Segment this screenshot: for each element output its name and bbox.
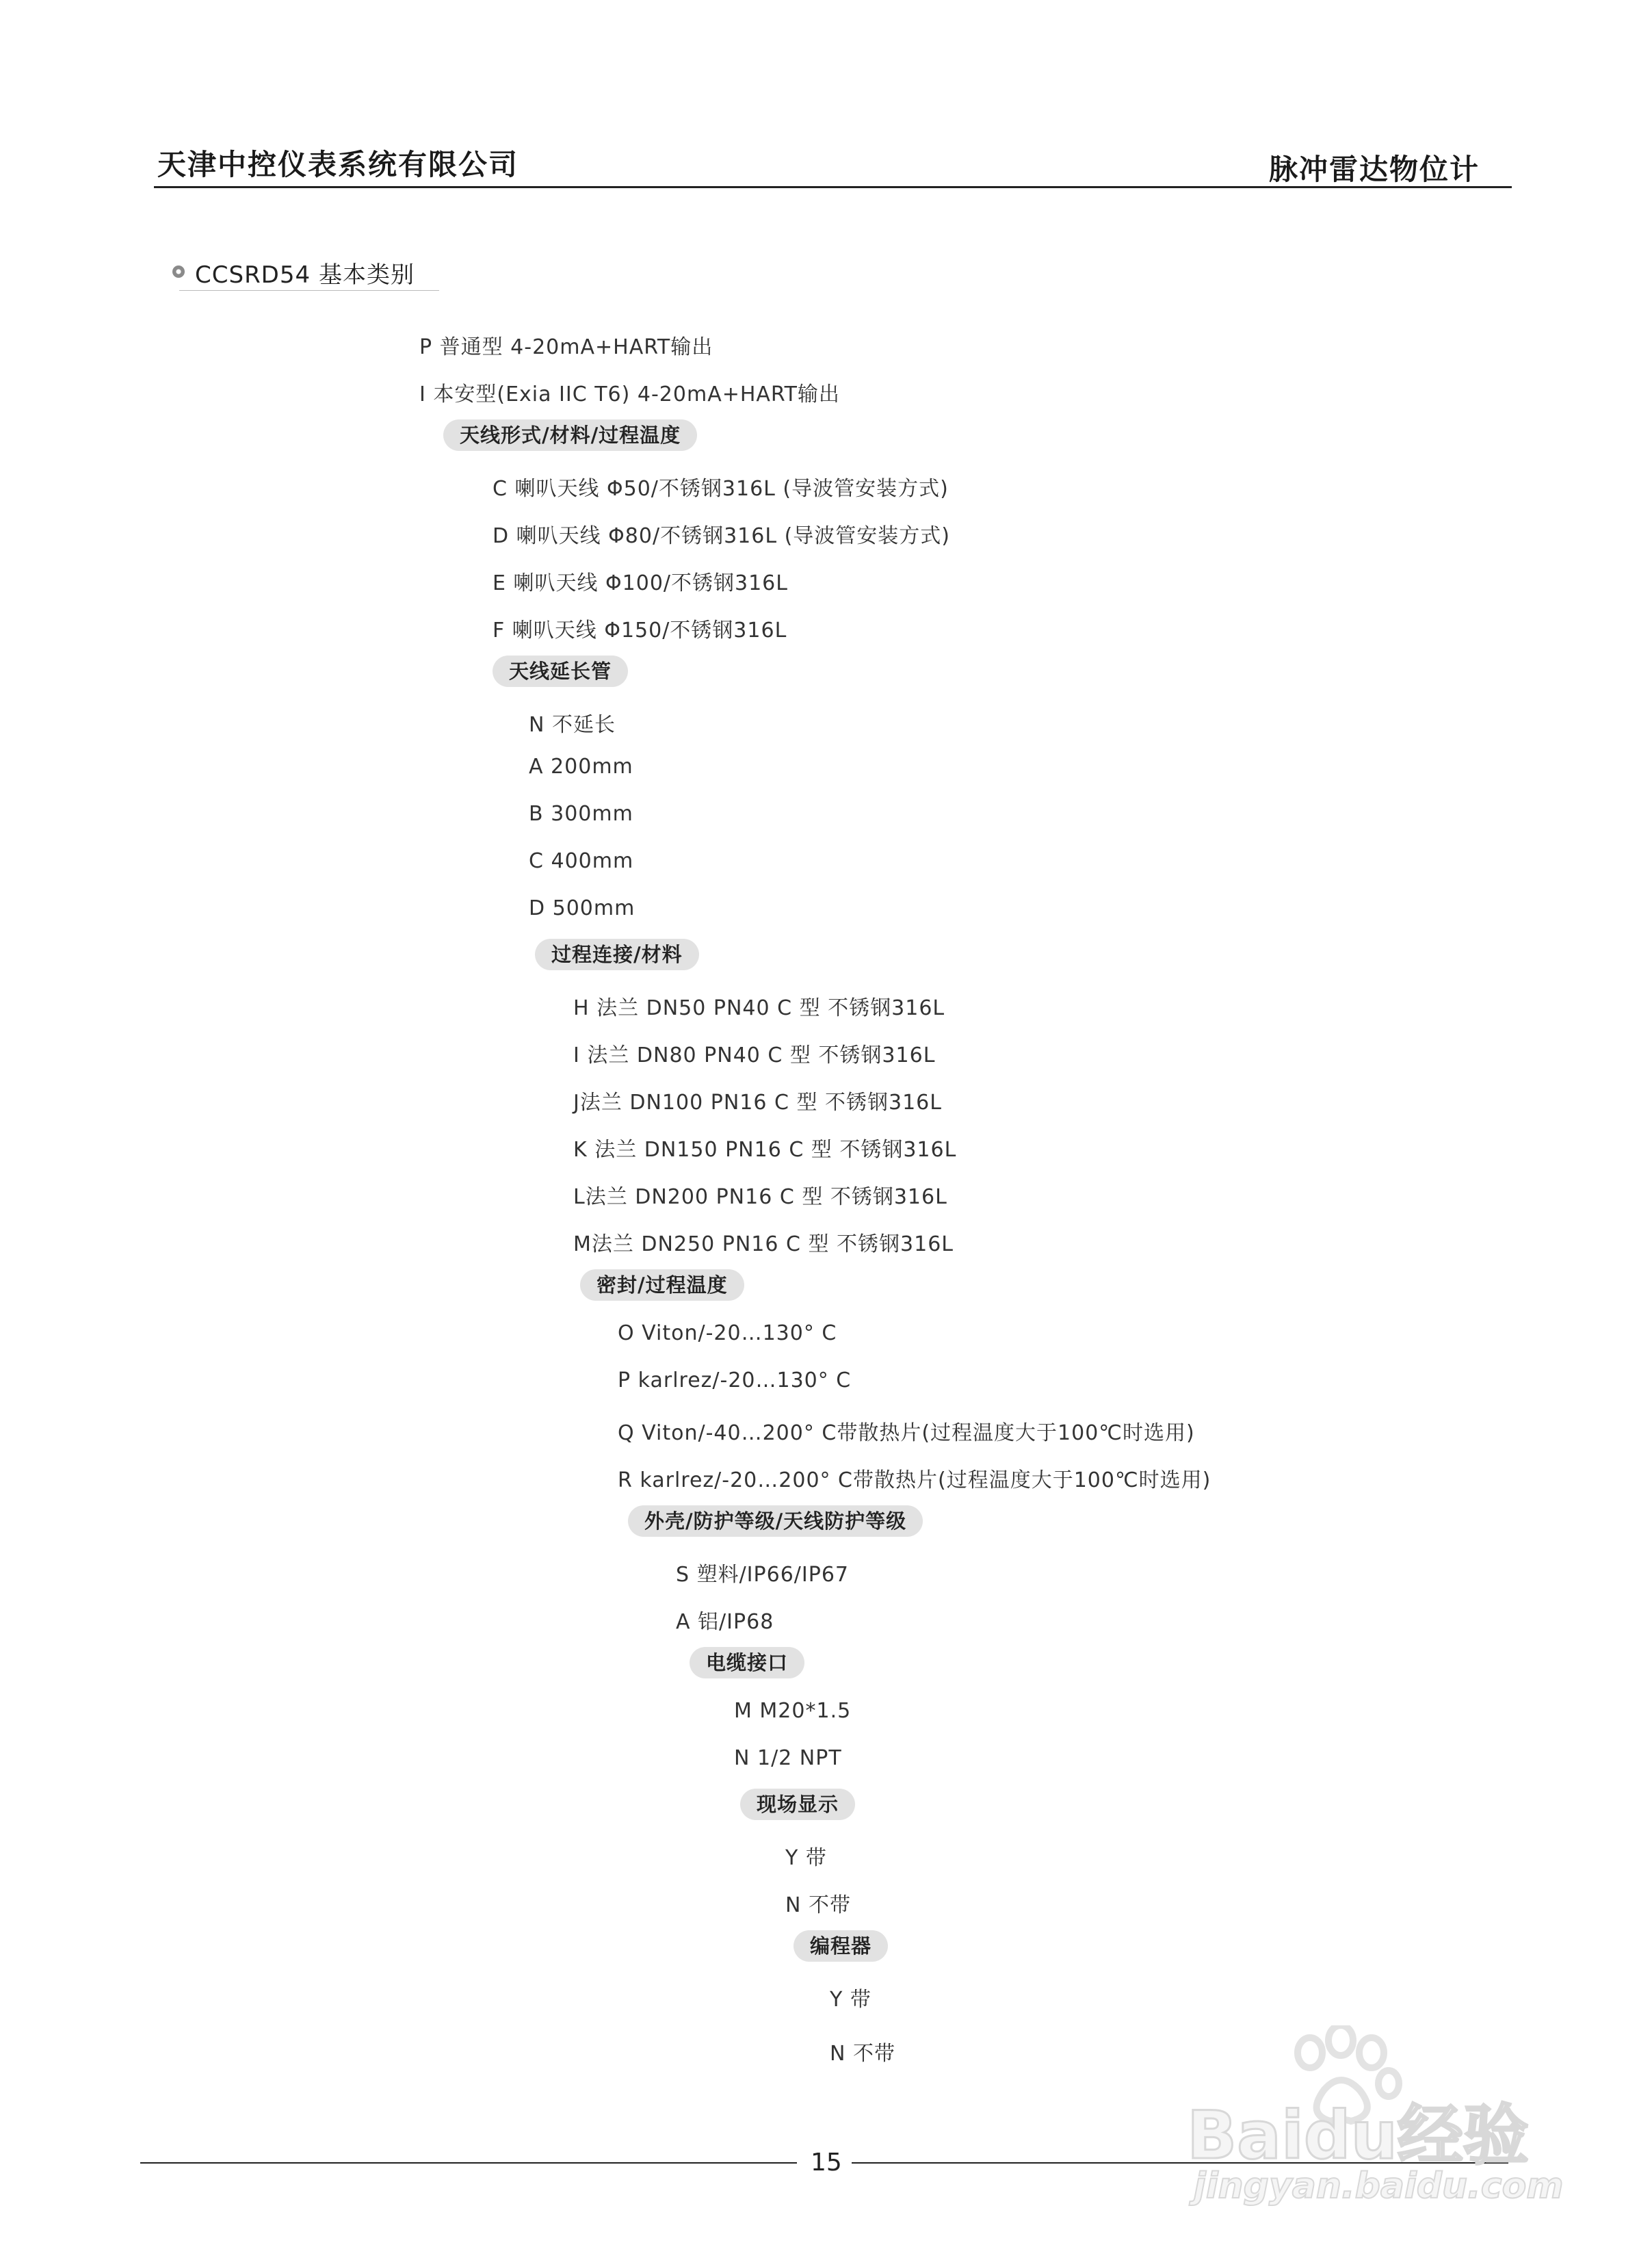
option-item: M M20*1.5 [734,1699,852,1723]
option-item: Y 带 [785,1846,827,1870]
option-item: A 200mm [529,755,633,779]
option-item: C 400mm [529,849,634,873]
option-item: C 喇叭天线 Φ50/不锈钢316L (导波管安装方式) [493,477,949,501]
option-item: N 不带 [785,1893,851,1917]
group-label-extension: 天线延长管 [493,656,628,687]
option-item: D 500mm [529,896,635,920]
option-item: D 喇叭天线 Φ80/不锈钢316L (导波管安装方式) [493,524,950,548]
group-label-cable: 电缆接口 [690,1647,804,1678]
option-item: I 法兰 DN80 PN40 C 型 不锈钢316L [573,1043,936,1067]
option-item: H 法兰 DN50 PN40 C 型 不锈钢316L [573,996,945,1020]
option-item: J法兰 DN100 PN16 C 型 不锈钢316L [573,1091,942,1115]
option-item: Y 带 [830,1988,871,2012]
option-item: A 铝/IP68 [676,1610,774,1634]
option-item: K 法兰 DN150 PN16 C 型 不锈钢316L [573,1138,957,1162]
section-bullet-icon [172,265,185,278]
section-title-underline [179,290,439,291]
option-item: R karlrez/-20…200° C带散热片(过程温度大于100℃时选用) [618,1468,1211,1492]
model-type-item: I 本安型(Exia IIC T6) 4-20mA+HART输出 [419,382,840,406]
option-item: N 不延长 [529,713,616,737]
option-item: L法兰 DN200 PN16 C 型 不锈钢316L [573,1185,947,1209]
model-type-item: P 普通型 4-20mA+HART输出 [419,335,713,359]
option-item: O Viton/-20…130° C [618,1321,837,1345]
option-item: S 塑料/IP66/IP67 [676,1563,850,1587]
group-label-housing: 外壳/防护等级/天线防护等级 [628,1505,923,1537]
section-title: CCSRD54 基本类别 [195,261,415,289]
option-item: E 喇叭天线 Φ100/不锈钢316L [493,571,788,595]
product-name: 脉冲雷达物位计 [1269,153,1480,186]
watermark-brand: Baidu经验 [1187,2097,1529,2174]
watermark-url: jingyan.baidu.com [1194,2166,1564,2207]
group-label-antenna: 天线形式/材料/过程温度 [443,419,697,451]
group-label-programmer: 编程器 [794,1930,888,1962]
option-item: N 1/2 NPT [734,1746,842,1770]
option-item: P karlrez/-20…130° C [618,1368,852,1392]
group-label-seal: 密封/过程温度 [580,1269,744,1301]
option-item: B 300mm [529,802,633,826]
group-label-display: 现场显示 [740,1789,855,1820]
group-label-process-connection: 过程连接/材料 [535,939,699,970]
option-item: M法兰 DN250 PN16 C 型 不锈钢316L [573,1232,954,1256]
footer-rule-left [140,2162,797,2164]
option-item: F 喇叭天线 Φ150/不锈钢316L [493,619,787,643]
header-rule [154,186,1512,188]
option-item: N 不带 [830,2042,895,2066]
company-name: 天津中控仪表系统有限公司 [157,148,519,181]
page-number: 15 [811,2149,842,2177]
option-item: Q Viton/-40…200° C带散热片(过程温度大于100℃时选用) [618,1421,1195,1445]
